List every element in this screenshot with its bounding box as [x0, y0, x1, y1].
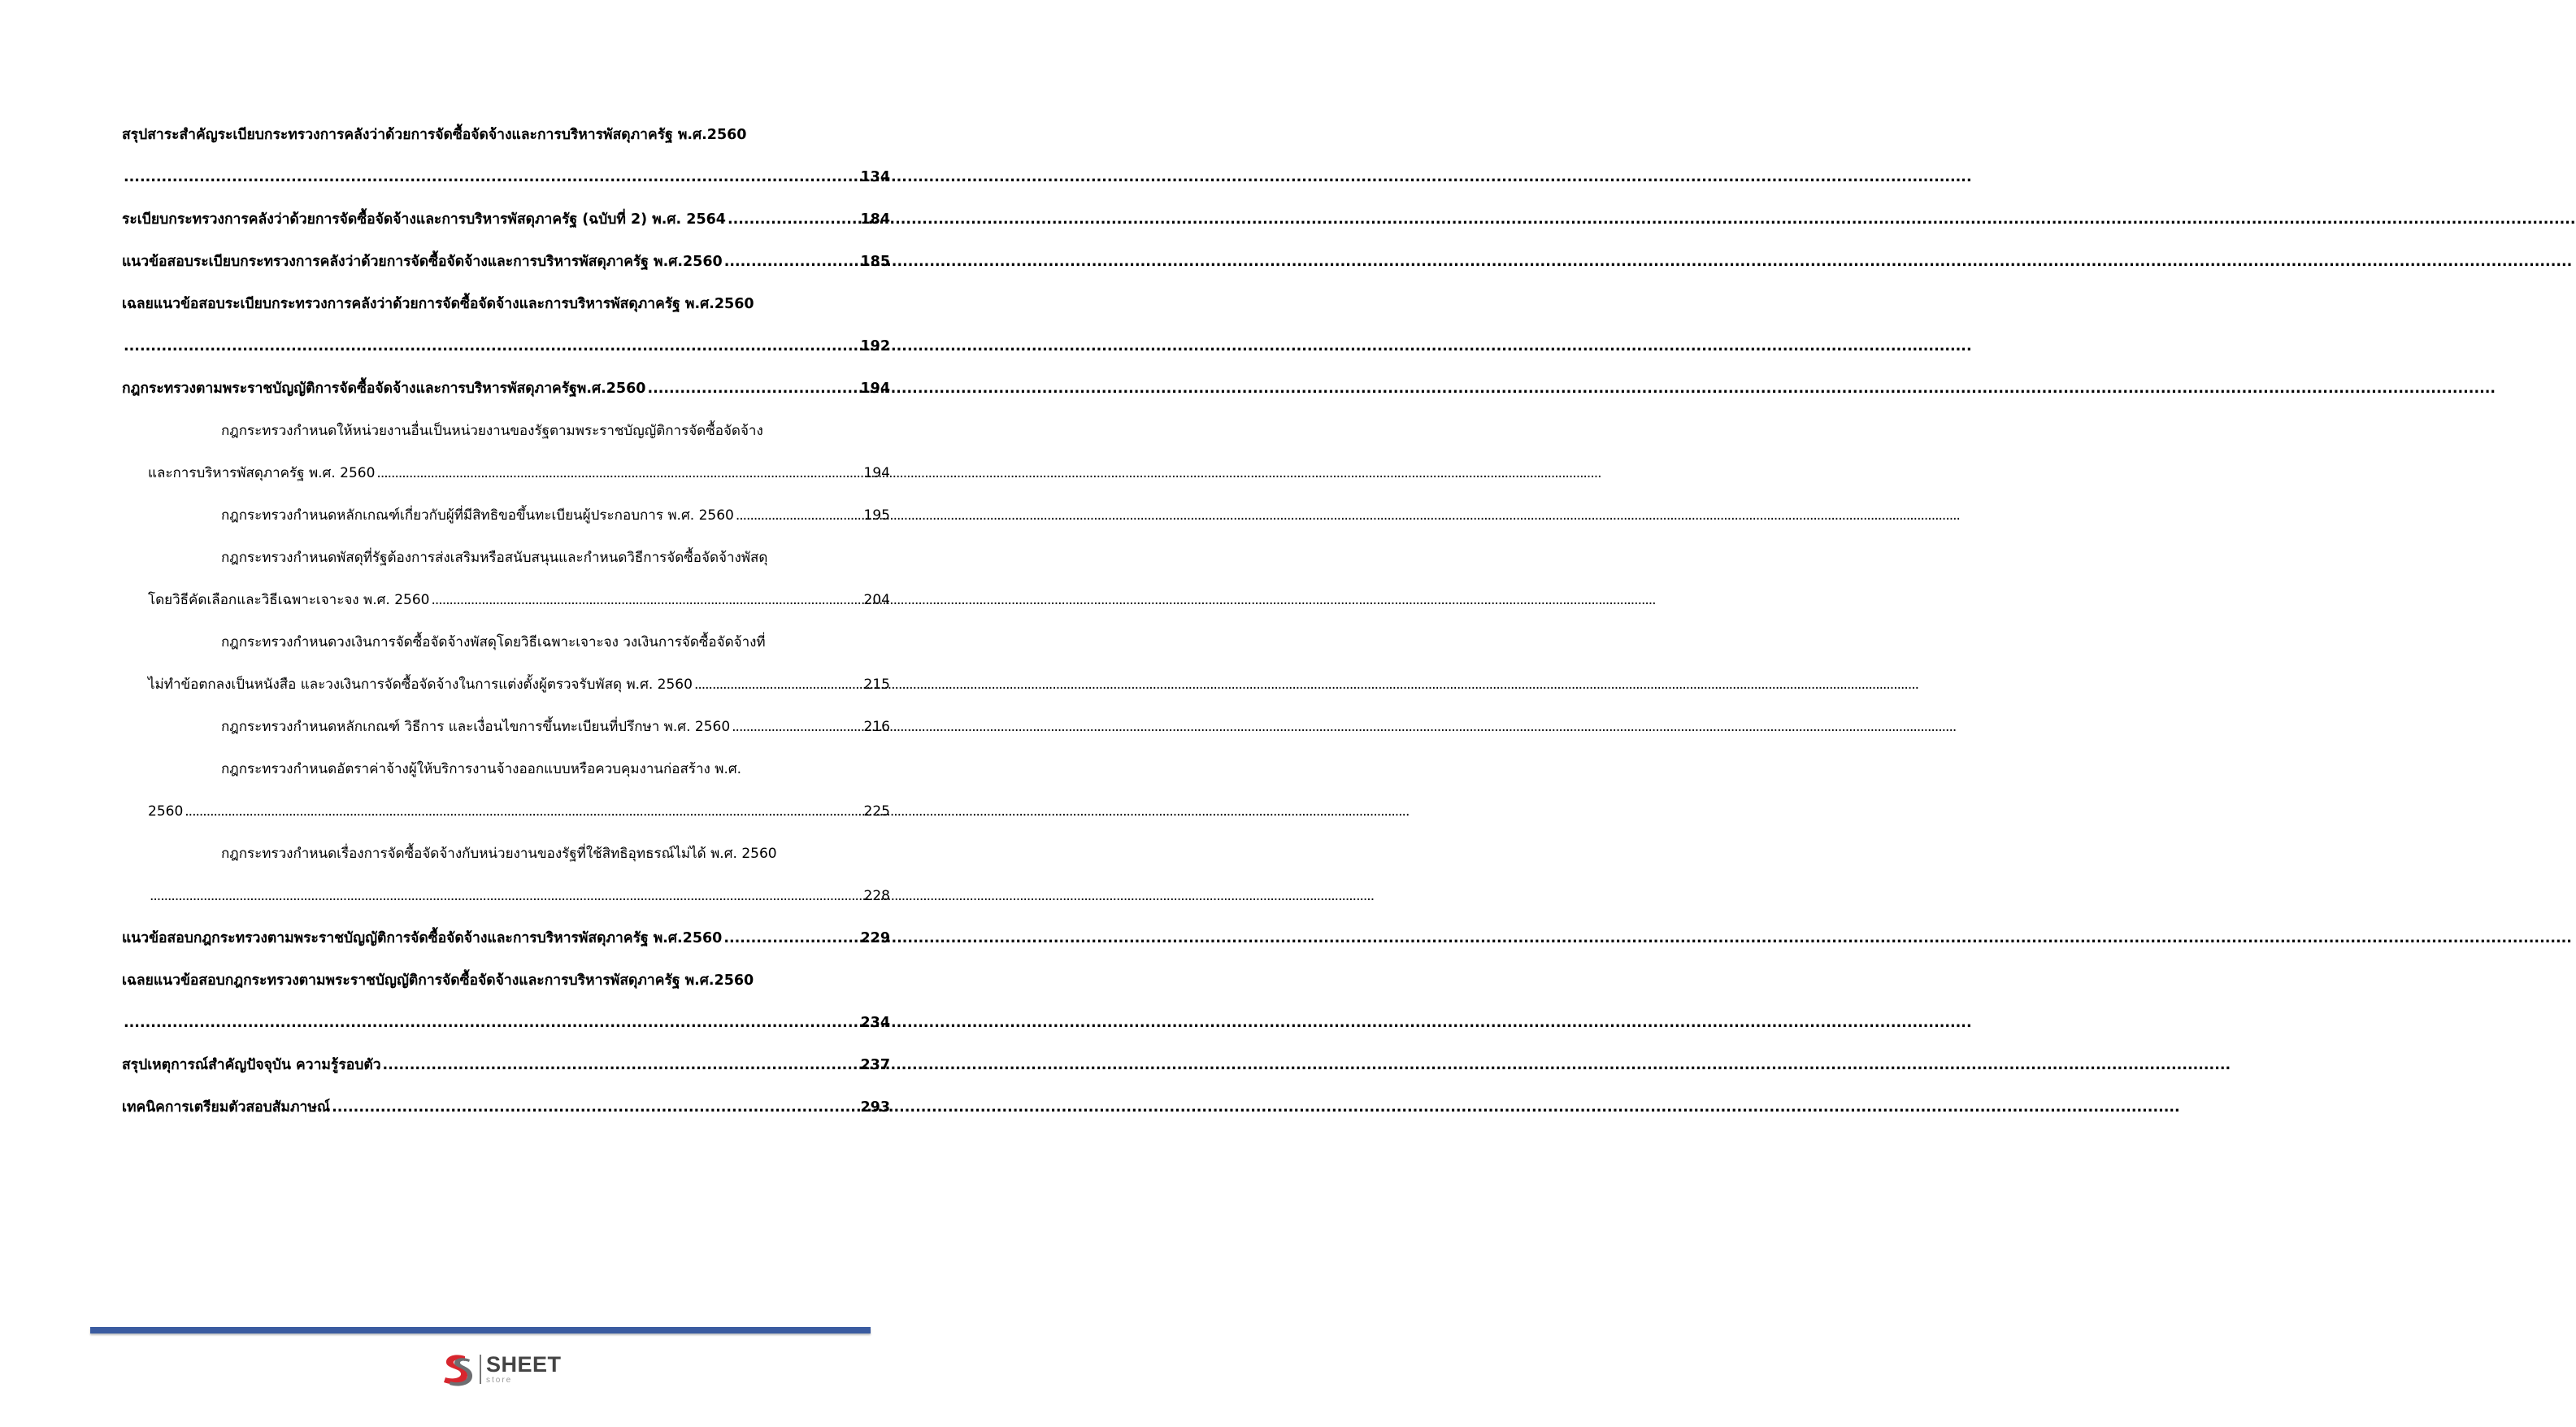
toc-entry-line: [122, 241, 890, 283]
sheet-store-logo-icon: [441, 1351, 475, 1387]
toc-dot-leader: [124, 325, 858, 368]
toc-entry-line: [122, 1002, 890, 1044]
toc-entry-line: [122, 621, 890, 663]
toc-entry-line: [122, 114, 890, 156]
toc-entry-title: เฉลยแนวข้อสอบระเบียบกระทรวงการคลังว่าด้วยการจัดซื้อจัดจ้างและการบริหารพัสดุภาครัฐ พ.ศ.2560: [122, 296, 754, 312]
toc-entry-title: กฎกระทรวงกำหนดเรื่องการจัดซื้อจัดจ้างกับหน่วยงานของรัฐที่ใช้สิทธิอุทธรณ์ไม่ได้ พ.ศ. 2560: [221, 846, 777, 862]
toc-entry[interactable]: [122, 537, 890, 621]
toc-entry-line: [122, 790, 890, 833]
toc-entry-title: กฎกระทรวงกำหนดหลักเกณฑ์ วิธีการ และเงื่อนไขการขึ้นทะเบียนที่ปรึกษา พ.ศ. 2560: [221, 719, 731, 735]
toc-page-number: 185: [860, 254, 890, 270]
toc-entry[interactable]: [122, 1044, 890, 1086]
toc-entry-line: [122, 156, 890, 198]
toc-entry[interactable]: [122, 917, 890, 959]
toc-dot-leader: [332, 1086, 858, 1129]
toc-page-number: 293: [860, 1099, 890, 1116]
toc-entry-line: [122, 663, 890, 706]
toc-entry-title: ระเบียบกระทรวงการคลังว่าด้วยการจัดซื้อจัดจ้างและการบริหารพัสดุภาครัฐ (ฉบับที่ 2) พ.ศ. 2564: [122, 211, 726, 228]
table-of-contents: [122, 114, 890, 1129]
toc-entry-title: และการบริหารพัสดุภาครัฐ พ.ศ. 2560: [148, 465, 376, 481]
toc-page-number: 204: [863, 592, 890, 608]
toc-page-number: 194: [863, 465, 890, 481]
toc-page-number: 234: [860, 1015, 890, 1031]
toc-page-number: 237: [860, 1057, 890, 1073]
toc-entry-title: แนวข้อสอบระเบียบกระทรวงการคลังว่าด้วยการจัดซื้อจัดจ้างและการบริหารพัสดุภาครัฐ พ.ศ.2560: [122, 254, 723, 270]
toc-entry-line: [122, 706, 890, 748]
toc-entry-line: [122, 452, 890, 494]
toc-entry-line: [122, 283, 890, 325]
toc-entry-title: สรุปสาระสำคัญระเบียบกระทรวงการคลังว่าด้วยการจัดซื้อจัดจ้างและการบริหารพัสดุภาครัฐ พ.ศ.2560: [122, 127, 747, 143]
toc-entry-line: [122, 494, 890, 537]
toc-entry[interactable]: [122, 410, 890, 494]
toc-entry-title: ไม่ทำข้อตกลงเป็นหนังสือ และวงเงินการจัดซื้อจัดจ้างในการแต่งตั้งผู้ตรวจรับพัสดุ พ.ศ. 2560: [148, 677, 693, 693]
toc-entry-title: โดยวิธีคัดเลือกและวิธีเฉพาะเจาะจง พ.ศ. 2560: [148, 592, 430, 608]
toc-page-number: 192: [860, 338, 890, 355]
toc-entry-title: กฎกระทรวงตามพระราชบัญญัติการจัดซื้อจัดจ้างและการบริหารพัสดุภาครัฐพ.ศ.2560: [122, 381, 646, 397]
toc-page-number: 229: [860, 930, 890, 946]
toc-entry-title: 2560: [148, 803, 184, 820]
toc-entry-title: กฎกระทรวงกำหนดอัตราค่าจ้างผู้ให้บริการงานจ้างออกแบบหรือควบคุมงานก่อสร้าง พ.ศ.: [221, 761, 742, 777]
toc-entry-title: เทคนิคการเตรียมตัวสอบสัมภาษณ์: [122, 1099, 331, 1116]
toc-page-number: 228: [863, 888, 890, 904]
toc-entry-line: [122, 748, 890, 790]
toc-entry-line: [122, 198, 890, 241]
toc-page-number: 216: [863, 719, 890, 735]
toc-entry-line: [122, 537, 890, 579]
toc-page-number: 194: [860, 381, 890, 397]
toc-page-number: 225: [863, 803, 890, 820]
toc-entry-title: กฎกระทรวงกำหนดวงเงินการจัดซื้อจัดจ้างพัสดุโดยวิธีเฉพาะเจาะจง วงเงินการจัดซื้อจัดจ้างที่: [221, 634, 766, 650]
toc-dot-leader: [723, 917, 858, 959]
toc-page-number: 195: [863, 507, 890, 524]
toc-entry-line: [122, 1086, 890, 1129]
toc-dot-leader: [732, 706, 862, 748]
toc-entry[interactable]: [122, 241, 890, 283]
toc-dot-leader: [124, 156, 858, 198]
toc-entry[interactable]: [122, 283, 890, 368]
toc-entry[interactable]: [122, 621, 890, 706]
toc-entry-line: [122, 875, 890, 917]
toc-page-number: 215: [863, 677, 890, 693]
logo-brand-sub: store: [486, 1376, 513, 1385]
toc-dot-leader: [728, 198, 858, 241]
toc-entry-title: กฎกระทรวงกำหนดพัสดุที่รัฐต้องการส่งเสริมหรือสนับสนุนและกำหนดวิธีการจัดซื้อจัดจ้างพัสดุ: [221, 550, 768, 566]
toc-entry-line: [122, 1044, 890, 1086]
toc-entry-line: [122, 325, 890, 368]
footer-divider: [90, 1327, 871, 1333]
toc-dot-leader: [647, 368, 858, 410]
toc-page-number: 134: [860, 169, 890, 185]
toc-entry-line: [122, 833, 890, 875]
toc-dot-leader: [383, 1044, 859, 1086]
toc-entry-title: แนวข้อสอบกฎกระทรวงตามพระราชบัญญัติการจัดซื้อจัดจ้างและการบริหารพัสดุภาครัฐ พ.ศ.2560: [122, 930, 723, 946]
toc-dot-leader: [185, 790, 862, 833]
toc-entry-title: กฎกระทรวงกำหนดให้หน่วยงานอื่นเป็นหน่วยงานของรัฐตามพระราชบัญญัติการจัดซื้อจัดจ้าง: [221, 423, 763, 439]
toc-entry[interactable]: [122, 368, 890, 410]
toc-entry[interactable]: [122, 706, 890, 748]
toc-dot-leader: [150, 875, 862, 917]
toc-dot-leader: [724, 241, 859, 283]
toc-entry-title: เฉลยแนวข้อสอบกฎกระทรวงตามพระราชบัญญัติการจัดซื้อจัดจ้างและการบริหารพัสดุภาครัฐ พ.ศ.2560: [122, 972, 754, 989]
logo-text: [486, 1354, 562, 1385]
toc-entry-line: [122, 579, 890, 621]
toc-entry[interactable]: [122, 833, 890, 917]
toc-dot-leader: [376, 452, 862, 494]
toc-page-number: 184: [860, 211, 890, 228]
toc-entry-line: [122, 917, 890, 959]
toc-entry[interactable]: [122, 959, 890, 1044]
toc-dot-leader: [124, 1002, 858, 1044]
toc-entry[interactable]: [122, 198, 890, 241]
toc-dot-leader: [431, 579, 862, 621]
toc-entry-line: [122, 368, 890, 410]
toc-dot-leader: [694, 663, 862, 706]
sheet-store-logo: [441, 1350, 562, 1389]
toc-entry[interactable]: [122, 114, 890, 198]
toc-entry[interactable]: [122, 494, 890, 537]
toc-entry-line: [122, 959, 890, 1002]
logo-brand: SHEET: [486, 1352, 562, 1377]
toc-entry-title: สรุปเหตุการณ์สำคัญปัจจุบัน ความรู้รอบตัว: [122, 1057, 381, 1073]
toc-entry-title: กฎกระทรวงกำหนดหลักเกณฑ์เกี่ยวกับผู้ที่มีสิทธิขอขึ้นทะเบียนผู้ประกอบการ พ.ศ. 2560: [221, 507, 734, 524]
toc-entry[interactable]: [122, 1086, 890, 1129]
toc-dot-leader: [736, 494, 862, 537]
logo-separator: [480, 1355, 481, 1384]
toc-entry[interactable]: [122, 748, 890, 833]
toc-entry-line: [122, 410, 890, 452]
